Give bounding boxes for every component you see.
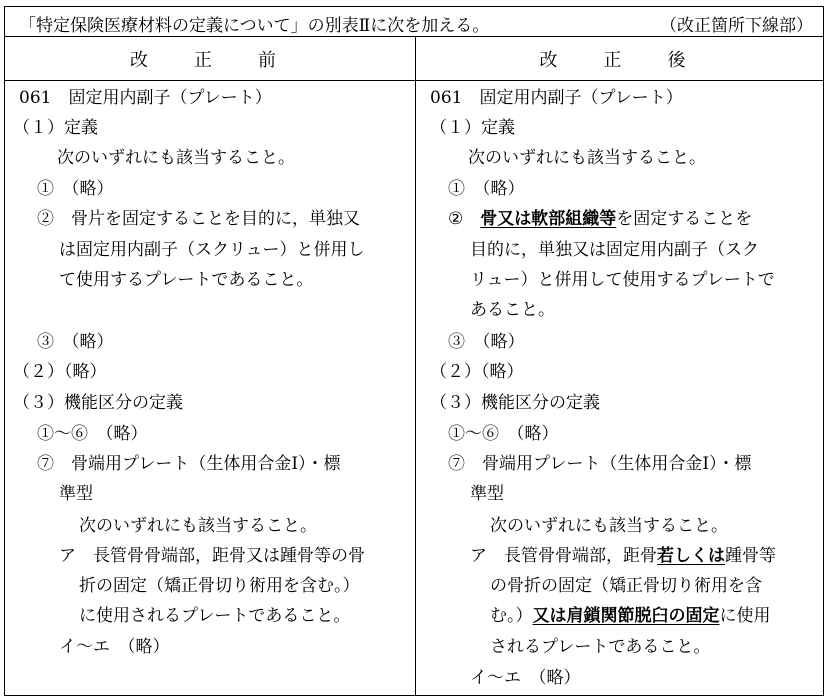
after-definition-heading: （１）定義 [430,118,515,138]
after-text-line: されるプレートであること。 [490,637,711,657]
before-text-line: 次のいずれにも該当すること。 [79,516,317,536]
after-text-line: 目的に，単独又は固定用内副子（スク [470,240,759,260]
before-text-line: 次のいずれにも該当すること。 [57,148,295,168]
after-text-segment: ア 長管骨骨端部，距骨 [470,546,657,566]
before-text-line: ア 長管骨骨端部，距骨又は踵骨等の骨 [59,546,365,566]
after-text-line: あること。 [470,300,555,320]
after-text-line: ①～⑥ （略） [448,424,559,444]
before-text-line: ② 骨片を固定することを目的に，単独又 [37,209,360,229]
after-text-line: リュー）と併用して使用するプレートで [470,270,775,290]
after-text-line [490,603,771,629]
title-row [4,6,824,36]
after-text-line: （２）（略） [430,362,524,382]
after-item-heading: 061 固定用内副子（プレート） [430,88,683,108]
comparison-table [4,36,824,696]
before-text-line: イ～エ （略） [59,637,170,657]
after-text-line: ① （略） [448,179,525,199]
before-text-line: （３）機能区分の定義 [13,393,183,413]
before-text-line: ③ （略） [37,332,114,352]
after-text-line: （３）機能区分の定義 [430,393,600,413]
after-text-segment: に使用 [719,606,771,626]
before-item-heading: 061 固定用内副子（プレート） [19,88,272,108]
after-text-segment: む。） [490,606,533,626]
after-text-line: 次のいずれにも該当すること。 [468,148,706,168]
header-before: 改 正 前 [130,49,290,71]
before-text-line: ① （略） [37,179,114,199]
after-text-line: 準型 [470,484,504,504]
before-text-line: て使用するプレートであること。 [59,270,314,290]
before-text-line: （２）（略） [13,362,107,382]
title-note: （改正箇所下線部） [660,16,813,36]
before-text-line: 折の固定（矯正骨切り術用を含む。） [79,576,360,596]
before-text-line: ①～⑥ （略） [37,424,148,444]
column-divider [415,37,416,695]
before-definition-heading: （１）定義 [13,118,98,138]
amended-underline-text: 又は肩鎖関節脱臼の固定 [532,606,720,626]
before-text-line: は固定用内副子（スクリュー）と併用し [59,240,365,260]
after-text-line: ③ （略） [448,332,525,352]
title-text: 「特定保険医療材料の定義について」の別表Ⅱに次を加える。 [19,16,490,36]
header-after: 改 正 後 [539,49,700,71]
amended-underline-text: 若しくは [657,546,725,566]
after-text-line [448,206,752,232]
after-text-segment: ② [448,209,481,229]
amended-underline-text: 骨又は軟部組織等 [480,209,617,229]
after-text-line: イ～エ （略） [470,668,581,688]
before-text-line: に使用されるプレートであること。 [79,606,351,626]
table-header-row [5,37,823,81]
after-text-segment: 踵骨等 [725,546,776,566]
after-text-line: の骨折の固定（矯正骨切り術用を含 [490,576,762,596]
after-text-line: 次のいずれにも該当すること。 [490,516,728,536]
after-text-line: ⑦ 骨端用プレート（生体用合金Ⅰ）・標 [448,454,752,474]
after-text-segment: を固定することを [616,209,753,229]
before-text-line: 準型 [59,484,93,504]
after-text-line [470,543,776,569]
before-text-line: ⑦ 骨端用プレート（生体用合金Ⅰ）・標 [37,454,341,474]
